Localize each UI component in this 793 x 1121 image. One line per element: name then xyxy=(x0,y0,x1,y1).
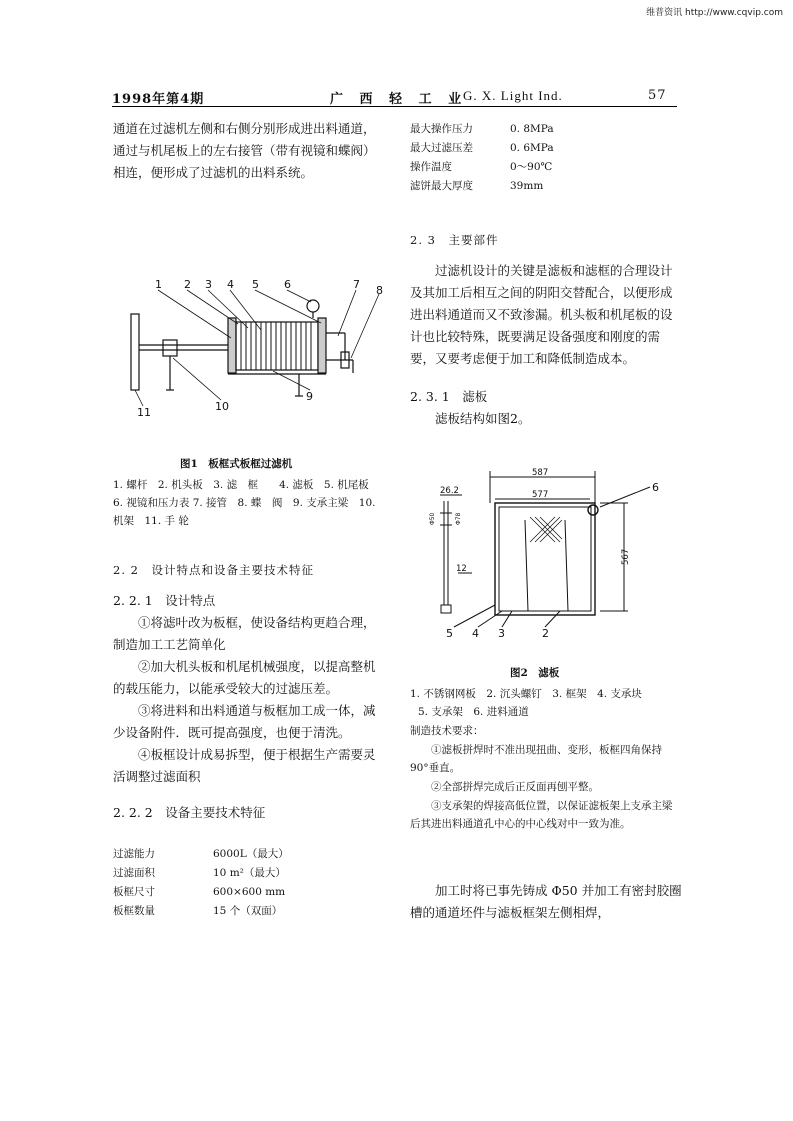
tech-item: ②全部拼焊完成后正反面再刨平整。 xyxy=(431,781,599,793)
fig2-label-3: 3 xyxy=(498,627,505,640)
spec-table-left xyxy=(113,845,383,921)
spec-table-right xyxy=(410,120,680,196)
fig2-dim-577: 577 xyxy=(532,490,549,500)
issue-label: 1998年第4期 xyxy=(112,92,205,107)
fig2-dim-26-2: 26.2 xyxy=(440,486,459,496)
section-2-2-1-heading: 2. 2. 1 设计特点 xyxy=(113,593,216,608)
fig1-label-2: 2 xyxy=(184,278,191,291)
figure-2-legend-2: 5. 支承架 6. 进料通道 xyxy=(418,706,529,718)
section-2-3-1-heading: 2. 3. 1 滤板 xyxy=(410,389,488,404)
closing-paragraph: 加工时将已事先铸成 Φ50 并加工有密封胶圈槽的通道坯件与滤板框架左侧相焊， xyxy=(410,883,682,920)
fig1-label-1: 1 xyxy=(155,278,162,291)
tech-requirements xyxy=(410,741,682,833)
intro-paragraph: 通道在过滤机左侧和右侧分别形成进出料通道，通过与机尾板上的左右接管（带有视镜和蝶阀）相连，便形成了过滤机的出料系统。 xyxy=(113,121,376,180)
spec-row: 操作温度 0～90℃ xyxy=(410,161,553,173)
figure-1-caption: 图1 板框式板框过滤机 xyxy=(180,458,293,470)
spec-row: 过滤能力 6000L（最大） xyxy=(113,848,289,860)
spec-row: 板框尺寸 600×600 mm xyxy=(113,886,286,898)
fig1-label-3: 3 xyxy=(205,278,212,291)
spec-row: 最大过滤压差 0. 6MPa xyxy=(410,142,554,154)
spec-row: 滤饼最大厚度 39mm xyxy=(410,180,544,192)
fig1-label-10: 10 xyxy=(215,400,229,413)
fig1-label-8: 8 xyxy=(376,284,383,297)
fig2-dim-567: 567 xyxy=(621,548,631,565)
fig1-label-5: 5 xyxy=(252,278,259,291)
fig2-dim-587: 587 xyxy=(532,468,549,478)
tech-requirements-title: 制造技术要求： xyxy=(410,725,484,737)
fig1-label-11: 11 xyxy=(137,406,151,419)
fig2-label-6: 6 xyxy=(652,481,659,494)
design-point: ③将进料和出料通道与板框加工成一体，减少设备附件．既可提高强度，也便于清洗。 xyxy=(113,703,376,740)
fig2-dim-phi50: Φ50 xyxy=(429,512,436,525)
tech-item: ①滤板拼焊时不准出现扭曲、变形，板框四角保持 90°垂直。 xyxy=(410,744,662,774)
design-point: ①将滤叶改为板框，使设备结构更趋合理，制造加工工艺简单化 xyxy=(113,615,376,652)
fig1-label-4: 4 xyxy=(227,278,234,291)
fig2-label-2: 2 xyxy=(542,627,549,640)
section-2-3-heading: 2. 3 主要部件 xyxy=(410,233,499,247)
fig2-label-4: 4 xyxy=(472,627,479,640)
page-number: 57 xyxy=(648,88,667,103)
fig1-label-6: 6 xyxy=(284,278,291,291)
figure-1-legend: 1. 螺杆 2. 机头板 3. 滤 框 4. 滤板 5. 机尾板 6. 视镜和压力表 7. 接管 8. 蝶 阀 9. 支承主梁 10. 机架 11. 手 轮 xyxy=(113,479,380,527)
spec-row: 过滤面积 10 m²（最大） xyxy=(113,867,286,879)
figure-2-legend-1: 1. 不锈钢网板 2. 沉头螺钉 3. 框架 4. 支承块 xyxy=(410,688,642,700)
journal-title-en: G. X. Light Ind. xyxy=(463,88,563,103)
design-points xyxy=(113,612,383,788)
section-2-3-paragraph: 过滤机设计的关键是滤板和滤框的合理设计及其加工后相互之间的阴阳交替配合，以便形成进出料通道而又不致渗漏。机头板和机尾板的设计也比较特殊，既要满足设备强度和刚度的需要，又要考虑便于加工和降低制造成本。 xyxy=(410,263,673,366)
fig2-label-5: 5 xyxy=(446,627,453,640)
journal-title: 广 西 轻 工 业 xyxy=(330,92,468,107)
watermark: 维普资讯 http://www.cqvip.com xyxy=(646,8,783,18)
figure-1-drawing xyxy=(113,278,393,428)
figure-2-caption: 图2 滤板 xyxy=(510,667,560,679)
section-2-2-heading: 2. 2 设计特点和设备主要技术特征 xyxy=(113,563,314,577)
spec-row: 板框数量 15 个（双面） xyxy=(113,905,283,917)
fig1-label-9: 9 xyxy=(306,390,313,403)
section-2-3-1-paragraph: 滤板结构如图2。 xyxy=(435,411,531,426)
tech-item: ③支承架的焊接高低位置，以保证滤板架上支承主梁后其进出料通道孔中心的中心线对中一致为准。 xyxy=(410,800,673,830)
design-point: ②加大机头板和机尾机械强度，以提高整机的载压能力，以能承受较大的过滤压差。 xyxy=(113,659,376,696)
fig2-dim-phi78: Φ78 xyxy=(455,512,462,525)
spec-row: 最大操作压力 0. 8MPa xyxy=(410,123,554,135)
fig1-label-7: 7 xyxy=(353,278,360,291)
section-2-2-2-heading: 2. 2. 2 设备主要技术特征 xyxy=(113,805,266,820)
header-rule xyxy=(112,106,677,107)
design-point: ④板框设计成易拆型，便于根据生产需要灵活调整过滤面积 xyxy=(113,747,376,784)
fig2-dim-12: 12 xyxy=(456,564,467,574)
figure-2-drawing xyxy=(410,465,682,640)
